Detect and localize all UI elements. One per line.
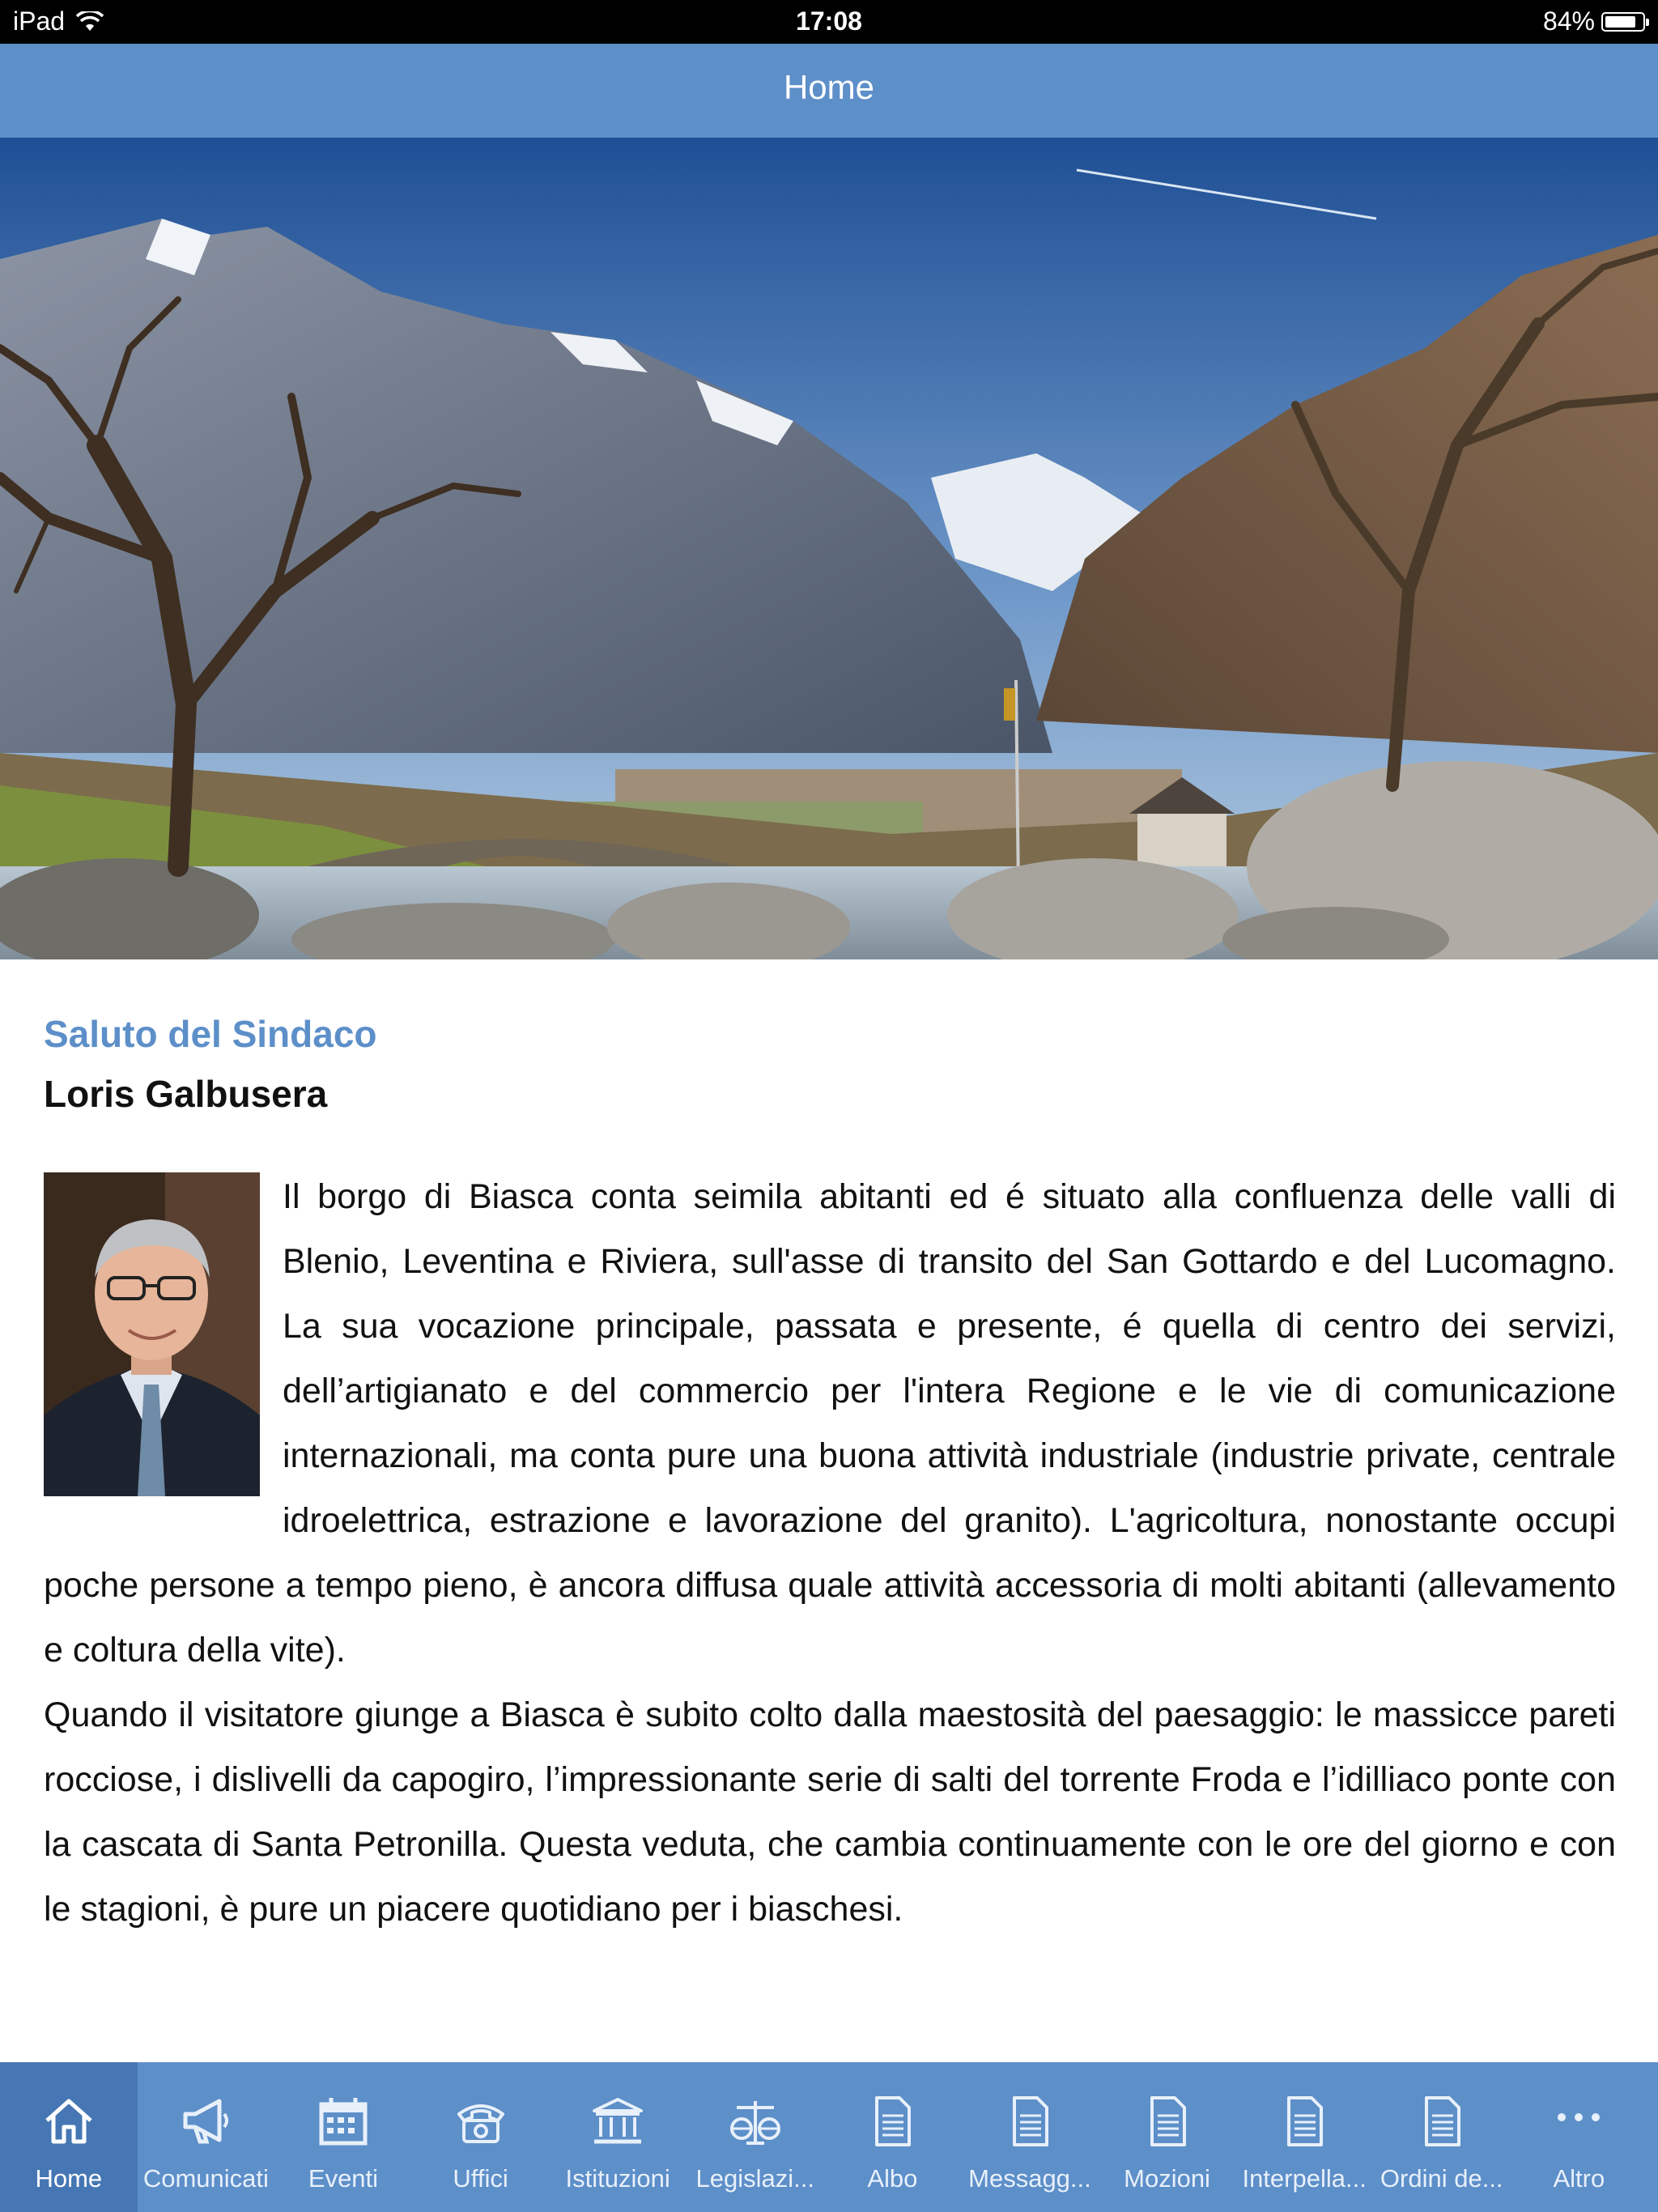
calendar-icon xyxy=(315,2093,372,2150)
clock: 17:08 xyxy=(796,6,862,36)
institution-icon xyxy=(589,2093,646,2150)
tab-interpellanze[interactable] xyxy=(1235,2062,1373,2212)
tab-messaggi[interactable] xyxy=(961,2062,1099,2212)
article xyxy=(44,1164,1616,1942)
tab-albo[interactable] xyxy=(824,2062,962,2212)
tab-ordini[interactable] xyxy=(1373,2062,1511,2212)
tab-label: Comunicati xyxy=(142,2164,269,2193)
tab-label: Home xyxy=(35,2164,103,2193)
scales-icon xyxy=(727,2093,784,2150)
content-area xyxy=(44,1012,1616,1942)
tab-home[interactable] xyxy=(0,2062,138,2212)
tab-bar xyxy=(0,2062,1658,2212)
tab-label: Altro xyxy=(1553,2164,1605,2193)
section-title: Saluto del Sindaco xyxy=(44,1013,377,1055)
tab-comunicati[interactable] xyxy=(138,2062,275,2212)
tab-label: Eventi xyxy=(308,2164,379,2193)
megaphone-icon xyxy=(177,2093,234,2150)
nav-bar xyxy=(0,44,1658,138)
battery-icon xyxy=(1601,12,1645,32)
device-name: iPad xyxy=(13,6,66,36)
document-icon xyxy=(1139,2093,1196,2150)
tab-label: Albo xyxy=(867,2164,918,2193)
author-name: Loris Galbusera xyxy=(44,1073,328,1115)
document-icon xyxy=(864,2093,920,2150)
document-icon xyxy=(1276,2093,1333,2150)
tab-eventi[interactable] xyxy=(274,2062,412,2212)
tab-legislazione[interactable] xyxy=(687,2062,824,2212)
tab-label: Uffici xyxy=(453,2164,508,2193)
home-icon xyxy=(40,2093,97,2150)
tab-label: Mozioni xyxy=(1124,2164,1210,2193)
more-icon xyxy=(1550,2093,1607,2150)
tab-label: Ordini de... xyxy=(1380,2164,1503,2193)
telephone-icon xyxy=(453,2093,509,2150)
tab-istituzioni[interactable] xyxy=(549,2062,687,2212)
tab-label: Istituzioni xyxy=(565,2164,670,2193)
tab-label: Messagg... xyxy=(968,2164,1091,2193)
tab-label: Interpella... xyxy=(1242,2164,1367,2193)
page-title: Home xyxy=(783,68,875,106)
article-paragraph: Il borgo di Biasca conta seimila abitanti ed é situato alla confluenza delle valli di Blenio, Leventina e Riviera, sull'asse di transito del San Gottardo e del Lucomagno. La sua vocazione principale, passata e presente, é quella di centro dei servizi, dell’artigianato e del commercio per l'intera Regione e le vie di comunicazione internazionali, ma conta pure una buona attività industriale (industrie private, centrale idroelettrica, estrazione e lavorazione del granito). L'agricoltura, nonostante occupi poche persone a tempo pieno, è ancora diffusa quale attività accessoria di molti abitanti (allevamento e coltura della vite). xyxy=(44,1177,1616,1670)
tab-uffici[interactable] xyxy=(412,2062,550,2212)
document-icon xyxy=(1001,2093,1058,2150)
mayor-portrait xyxy=(44,1172,260,1496)
article-paragraph: Quando il visitatore giunge a Biasca è subito colto dalla maestosità del paesaggio: le massicce pareti rocciose, i dislivelli da capogiro, l’impressionante serie di salti del torrente Froda e l’idilliaco ponte con la cascata di Santa Petronilla. Questa veduta, che cambia continuamente con le ore del giorno e con le stagioni, è pure un piacere quotidiano per i biaschesi. xyxy=(44,1695,1616,1929)
battery-percent: 84% xyxy=(1542,6,1595,36)
document-icon xyxy=(1414,2093,1470,2150)
tab-mozioni[interactable] xyxy=(1099,2062,1236,2212)
hero-image xyxy=(0,138,1658,959)
status-bar xyxy=(0,0,1658,44)
tab-altro[interactable] xyxy=(1511,2062,1648,2212)
tab-label: Legislazi... xyxy=(695,2164,814,2193)
